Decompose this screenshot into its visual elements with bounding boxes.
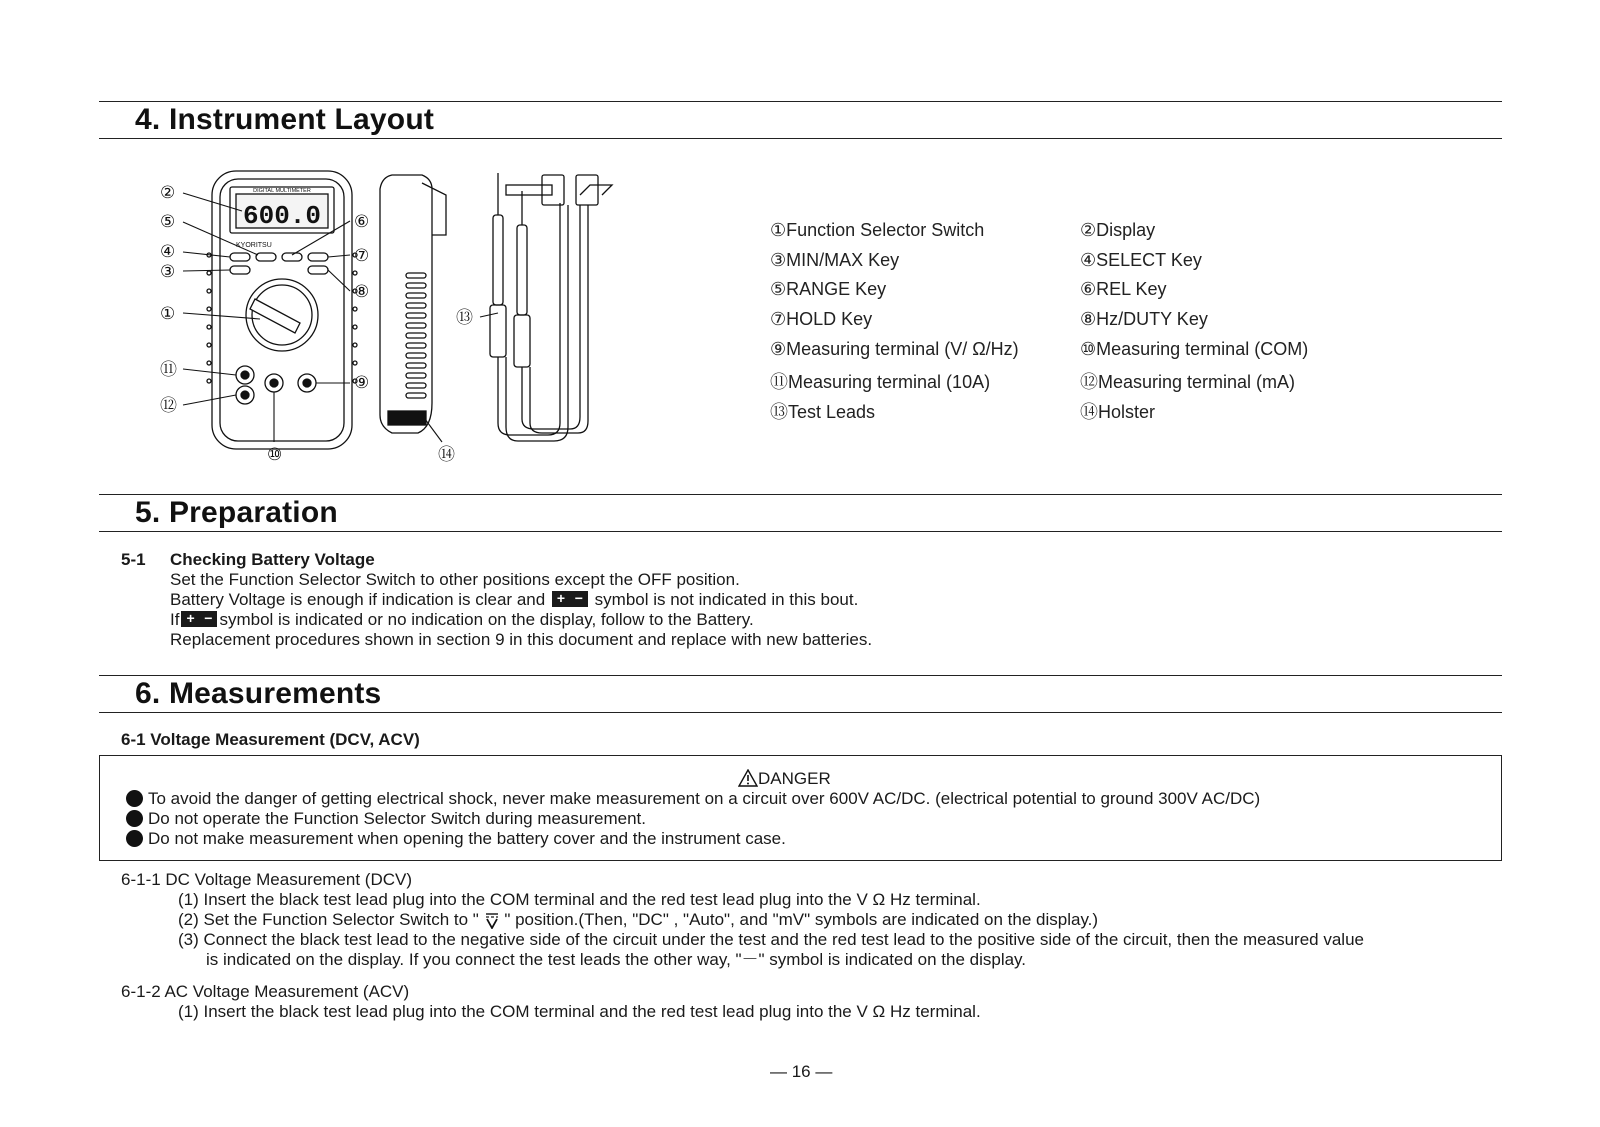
- danger-text: To avoid the danger of getting electrical shock, never make measurement on a circuit over 600V AC/DC. (electrical potential to ground 300V AC/DC): [148, 789, 1261, 808]
- callout-4: ④: [160, 242, 176, 262]
- dc-step-2-b: " position.(Then, "DC" , "Auto", and "mV" symbols are indicated on the display.): [504, 910, 1099, 929]
- section-header-measurements: [99, 675, 1502, 713]
- callout-10: ⑩: [267, 445, 283, 465]
- brand-label: KYORITSU: [236, 242, 272, 249]
- bullet-icon: [126, 790, 143, 807]
- warning-triangle-icon: [738, 769, 758, 787]
- dc-step-2: [178, 910, 1098, 931]
- dc-step-1: (1) Insert the black test lead plug into the COM terminal and the red test lead plug into the V Ω Hz terminal.: [178, 890, 981, 909]
- legend-item: ⑤RANGE Key: [770, 279, 887, 300]
- section-header-preparation: [99, 494, 1502, 532]
- battery-icon: [552, 591, 588, 607]
- holster-slots: [406, 273, 426, 398]
- danger-item-2: [126, 809, 646, 830]
- dc-step-3-cont: is indicated on the display. If you connect the test leads the other way, "－" symbol is indicated on the display.: [206, 950, 1027, 969]
- danger-title: DANGER: [758, 769, 831, 788]
- legend-item: ①Function Selector Switch: [770, 220, 985, 240]
- callout-14: ⑭: [438, 445, 455, 465]
- callout-2: ②: [160, 183, 176, 203]
- dc-voltage-symbol-icon: [484, 911, 500, 929]
- callout-9: ⑨: [354, 373, 370, 393]
- legend-item: ⑬Test Leads: [770, 402, 876, 423]
- hz-duty-key: [308, 266, 328, 274]
- subsection-number: 5-1: [121, 550, 146, 569]
- bullet-icon: [126, 830, 143, 847]
- ac-step-1: (1) Insert the black test lead plug into the COM terminal and the red test lead plug into the V Ω Hz terminal.: [178, 1002, 981, 1021]
- prep-line-3-b: symbol is indicated or no indication on the display, follow to the Battery.: [219, 610, 754, 629]
- display-value: 600.0: [242, 201, 322, 231]
- legend-item: ④SELECT Key: [1080, 249, 1202, 270]
- legend-item: ⑩Measuring terminal (COM): [1080, 338, 1309, 359]
- callout-1: ①: [160, 304, 176, 324]
- legend-item: ③MIN/MAX Key: [770, 249, 900, 270]
- grip-right: [353, 253, 357, 383]
- legend-item: ⑫Measuring terminal (mA): [1080, 372, 1296, 393]
- section-title: 4. Instrument Layout: [135, 103, 435, 136]
- danger-box: [99, 755, 1502, 861]
- danger-text: Do not make measurement when opening the battery cover and the instrument case.: [148, 829, 786, 848]
- prep-line-3: [170, 610, 754, 631]
- prep-line-4: Replacement procedures shown in section 9 in this document and replace with new batteries.: [170, 630, 873, 649]
- dc-step-3: (3) Connect the black test lead to the negative side of the circuit under the test and the red test lead to the positive side of the circuit, then the measured value: [178, 930, 1364, 949]
- battery-icon: [181, 611, 217, 627]
- prep-line-1: Set the Function Selector Switch to other positions except the OFF position.: [170, 570, 740, 589]
- minmax-key: [230, 266, 250, 274]
- subsection-title: Checking Battery Voltage: [170, 550, 375, 569]
- danger-title-row: [738, 769, 831, 790]
- ac-voltage-title: 6-1-2 AC Voltage Measurement (ACV): [121, 982, 410, 1001]
- callout-5: ⑤: [160, 212, 176, 232]
- dc-voltage-title: 6-1-1 DC Voltage Measurement (DCV): [121, 870, 413, 889]
- danger-item-3: [126, 829, 786, 850]
- legend-item: ⑨Measuring terminal (V/ Ω/Hz): [770, 338, 1019, 359]
- section-header-instrument-layout: [99, 101, 1502, 139]
- prep-line-2-a: Battery Voltage is enough if indication is clear and: [170, 590, 546, 609]
- test-leads: [490, 173, 612, 441]
- callout-8: ⑧: [354, 282, 370, 302]
- voltage-subsection-title: 6-1 Voltage Measurement (DCV, ACV): [121, 730, 420, 749]
- danger-text: Do not operate the Function Selector Switch during measurement.: [148, 809, 646, 828]
- dc-step-2-a: (2) Set the Function Selector Switch to ": [178, 910, 479, 929]
- page-number: — 16 —: [770, 1062, 833, 1081]
- legend-item: ⑧Hz/DUTY Key: [1080, 309, 1208, 330]
- grip-left: [207, 253, 211, 383]
- prep-line-2-b: symbol is not indicated in this bout.: [594, 590, 859, 609]
- legend-item: ②Display: [1080, 220, 1156, 240]
- danger-item-1: [126, 789, 1260, 810]
- hold-key: [308, 253, 328, 261]
- prep-line-3-a: If: [170, 610, 180, 629]
- bullet-icon: [126, 810, 143, 827]
- section-title: 5. Preparation: [135, 496, 338, 529]
- select-key: [230, 253, 250, 261]
- range-key: [256, 253, 276, 261]
- callout-7: ⑦: [354, 246, 370, 266]
- legend-item: ⑪Measuring terminal (10A): [770, 372, 991, 393]
- display-header: DIGITAL MULTIMETER: [253, 188, 311, 194]
- legend-item: ⑭Holster: [1080, 402, 1156, 423]
- callout-3: ③: [160, 262, 176, 282]
- callout-6: ⑥: [354, 212, 370, 232]
- section-title: 6. Measurements: [135, 677, 382, 710]
- legend-item: ⑥REL Key: [1080, 279, 1167, 300]
- legend-item: ⑦HOLD Key: [770, 309, 873, 330]
- callout-11: ⑪: [160, 360, 177, 380]
- rel-key: [282, 253, 302, 261]
- callout-13: ⑬: [456, 308, 473, 328]
- instrument-figure: [150, 165, 670, 475]
- callout-12: ⑫: [160, 396, 177, 416]
- prep-line-2: [170, 590, 858, 611]
